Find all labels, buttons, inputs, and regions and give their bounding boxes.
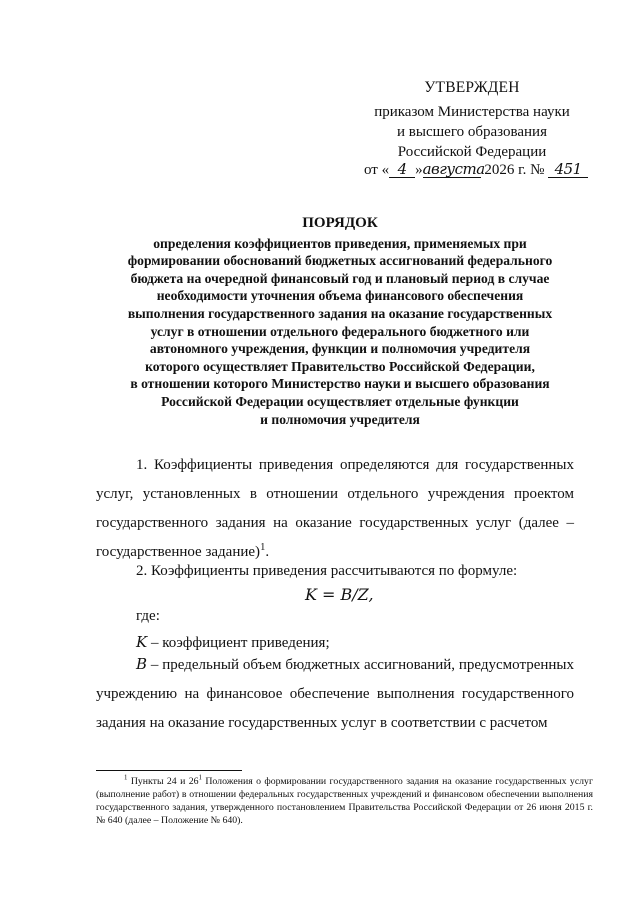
definition-k-text: – коэффициент приведения; [147, 635, 330, 651]
order-day-close: » [415, 162, 423, 178]
heading-line: выполнения государственного задания на оказание государственных [127, 305, 553, 321]
paragraph-2-text: 2. Коэффициенты приведения рассчитываются по формуле: [136, 563, 518, 579]
order-month: августа [422, 160, 485, 178]
where-label: где: [136, 608, 160, 624]
footnote-ref: 1 [260, 542, 266, 553]
approval-block [352, 78, 592, 178]
order-day: 4 [389, 161, 415, 178]
heading-line: услуг в отношении отдельного федерального бюджетного или [150, 323, 530, 339]
var-k: K [136, 633, 148, 651]
order-date-prefix: от « [364, 162, 390, 178]
order-date-line [364, 160, 604, 180]
document-title: ПОРЯДОК [302, 215, 378, 231]
approval-line-2: и высшего образования [397, 124, 547, 140]
approval-line-3: Российской Федерации [397, 144, 547, 160]
document-heading [60, 215, 620, 428]
heading-line: необходимости уточнения объема финансового обеспечения [156, 288, 524, 304]
formula: K = B/Z, [305, 585, 374, 604]
footnote-text-b: Положения о формировании государственного задания на оказание государственных услуг (выполнение работ) в отношении федеральных государственных учреждений и финансовом обеспечении выполнения государственного задания, утвержденного постановлением Правительства Российской Федерации от 26 июня 2015 г. № 640 (далее – Положение № 640). [96, 776, 593, 826]
footnote-marker: 1 [124, 774, 128, 782]
paragraph-2 [96, 557, 574, 586]
footnote [96, 775, 593, 827]
paragraph-1 [96, 451, 574, 567]
paragraph-1-end: . [265, 544, 270, 560]
footnote-separator [96, 770, 242, 771]
heading-line: формировании обоснований бюджетных ассигнований федерального [127, 253, 553, 269]
order-year: 2026 г. № [484, 162, 545, 178]
footnote-marker-2: 1 [198, 774, 202, 782]
approval-line-1: приказом Министерства науки [374, 104, 570, 120]
heading-line: автономного учреждения, функции и полномочия учредителя [149, 341, 531, 357]
approval-title: УТВЕРЖДЕН [424, 79, 520, 96]
heading-line: бюджета на очередной финансовый год и плановый период в случае [130, 270, 550, 286]
heading-line: определения коэффициентов приведения, применяемых при [153, 235, 527, 251]
heading-line: Российской Федерации осуществляет отдельные функции [161, 393, 519, 409]
heading-line: и полномочия учредителя [260, 411, 420, 427]
footnote-text-a: Пункты 24 и 26 [127, 776, 199, 787]
order-number: 451 [548, 161, 588, 178]
paragraph-1-text: 1. Коэффициенты приведения определяются для государственных услуг, установленных в отношении отдельного учреждения проектом государственного задания на оказание государственных услуг (далее – государственное задание) [96, 457, 574, 560]
heading-line: которого осуществляет Правительство Российской Федерации, [145, 358, 535, 374]
definition-b-text: – предельный объем бюджетных ассигнований, предусмотренных учреждению на финансовое обеспечение выполнения государственного задания на оказание государственных услуг в соответствии с расчетом [96, 657, 574, 731]
var-b: B [136, 655, 148, 673]
definition-b [96, 650, 574, 738]
heading-line: в отношении которого Министерство науки и высшего образования [130, 376, 550, 392]
